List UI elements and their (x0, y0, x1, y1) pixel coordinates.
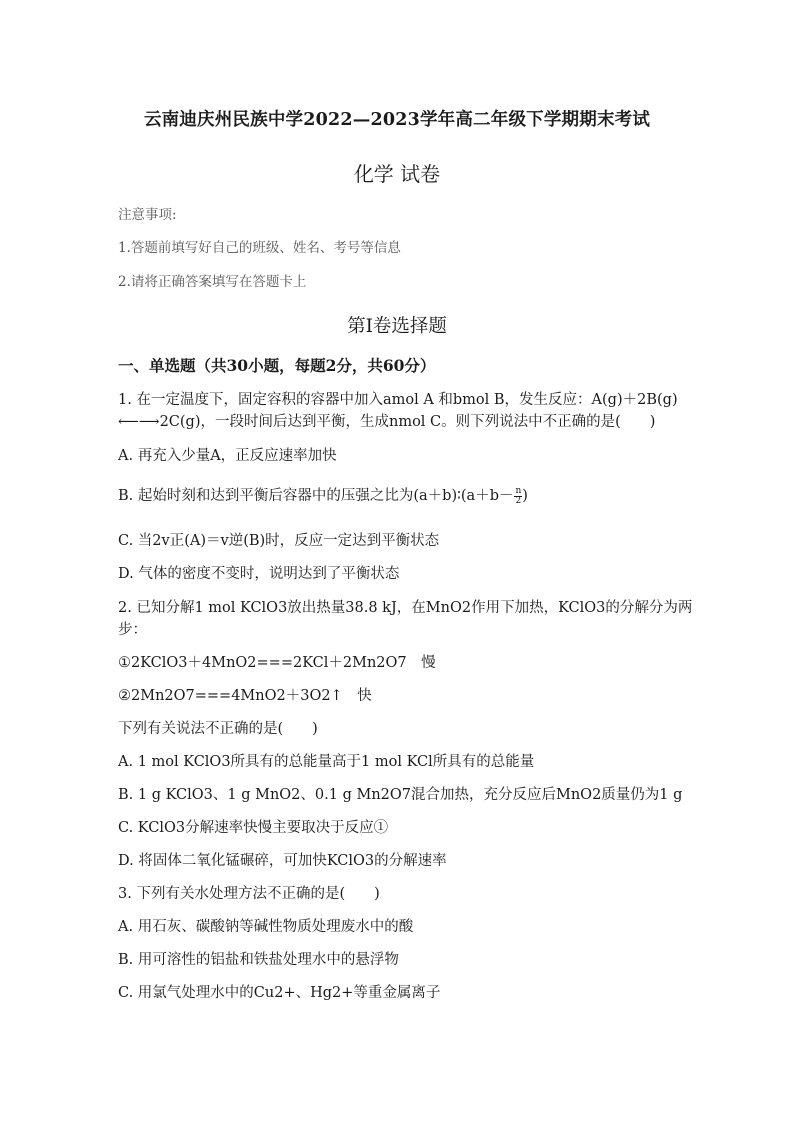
q3-option-a: A. 用石灰、碳酸钠等碱性物质处理废水中的酸 (118, 919, 414, 935)
q1-option-b (118, 484, 528, 506)
q1-stem-line1: 1. 在一定温度下，固定容积的容器中加入amol A 和bmol B，发生反应：A(g)＋2B(g) (118, 392, 678, 408)
q2-option-b: B. 1 g KClO3、1 g MnO2、0.1 g Mn2O7混合加热，充分反应后MnO2质量仍为1 g (118, 787, 683, 803)
q2-step2: ②2Mn2O7===4MnO2＋3O2↑ 快 (118, 688, 372, 704)
q2-stem-line2: 步： (118, 622, 147, 638)
q3-option-b: B. 用可溶性的铝盐和铁盐处理水中的悬浮物 (118, 952, 399, 968)
q3-stem: 3. 下列有关水处理方法不正确的是( ) (118, 886, 380, 902)
notes-heading: 注意事项: (118, 207, 177, 223)
q1-option-d: D. 气体的密度不变时，说明达到了平衡状态 (118, 566, 400, 582)
q2-option-a: A. 1 mol KClO3所具有的总能量高于1 mol KCl所具有的总能量 (118, 754, 535, 770)
q2-stem-line1: 2. 已知分解1 mol KClO3放出热量38.8 kJ，在MnO2作用下加热，KClO3的分解分为两 (118, 600, 693, 616)
exam-subtitle: 化学 试卷 (353, 162, 441, 186)
q2-step1: ①2KClO3＋4MnO2===2KCl＋2Mn2O7 慢 (118, 655, 436, 671)
q1-option-b-text: B. 起始时刻和达到平衡后容器中的压强之比为(a＋b)∶(a＋b－ (118, 488, 514, 504)
exam-title: 云南迪庆州民族中学2022—2023学年高二年级下学期期末考试 (143, 110, 651, 130)
fraction-denominator: 2 (515, 495, 522, 506)
q1-option-c: C. 当2v正(A)＝v逆(B)时，反应一定达到平衡状态 (118, 533, 440, 549)
q1-option-b-close: ) (522, 488, 528, 504)
fraction-numerator: n (515, 485, 522, 496)
note-item: 1.答题前填写好自己的班级、姓名、考号等信息 (118, 240, 401, 256)
q3-option-c: C. 用氯气处理水中的Cu2+、Hg2+等重金属离子 (118, 985, 441, 1001)
part-title: 第Ⅰ卷选择题 (347, 316, 447, 337)
q2-ask: 下列有关说法不正确的是( ) (118, 721, 318, 737)
note-item: 2.请将正确答案填写在答题卡上 (118, 274, 307, 290)
section-title: 一、单选题（共30小题，每题2分，共60分） (118, 356, 436, 375)
q2-option-d: D. 将固体二氧化锰碾碎，可加快KClO3的分解速率 (118, 853, 447, 869)
q2-option-c: C. KClO3分解速率快慢主要取决于反应① (118, 820, 389, 836)
q1-stem-line2: ⟵⟶2C(g)，一段时间后达到平衡，生成nmol C。则下列说法中不正确的是( ) (118, 414, 656, 430)
q1-option-a: A. 再充入少量A，正反应速率加快 (118, 448, 337, 464)
